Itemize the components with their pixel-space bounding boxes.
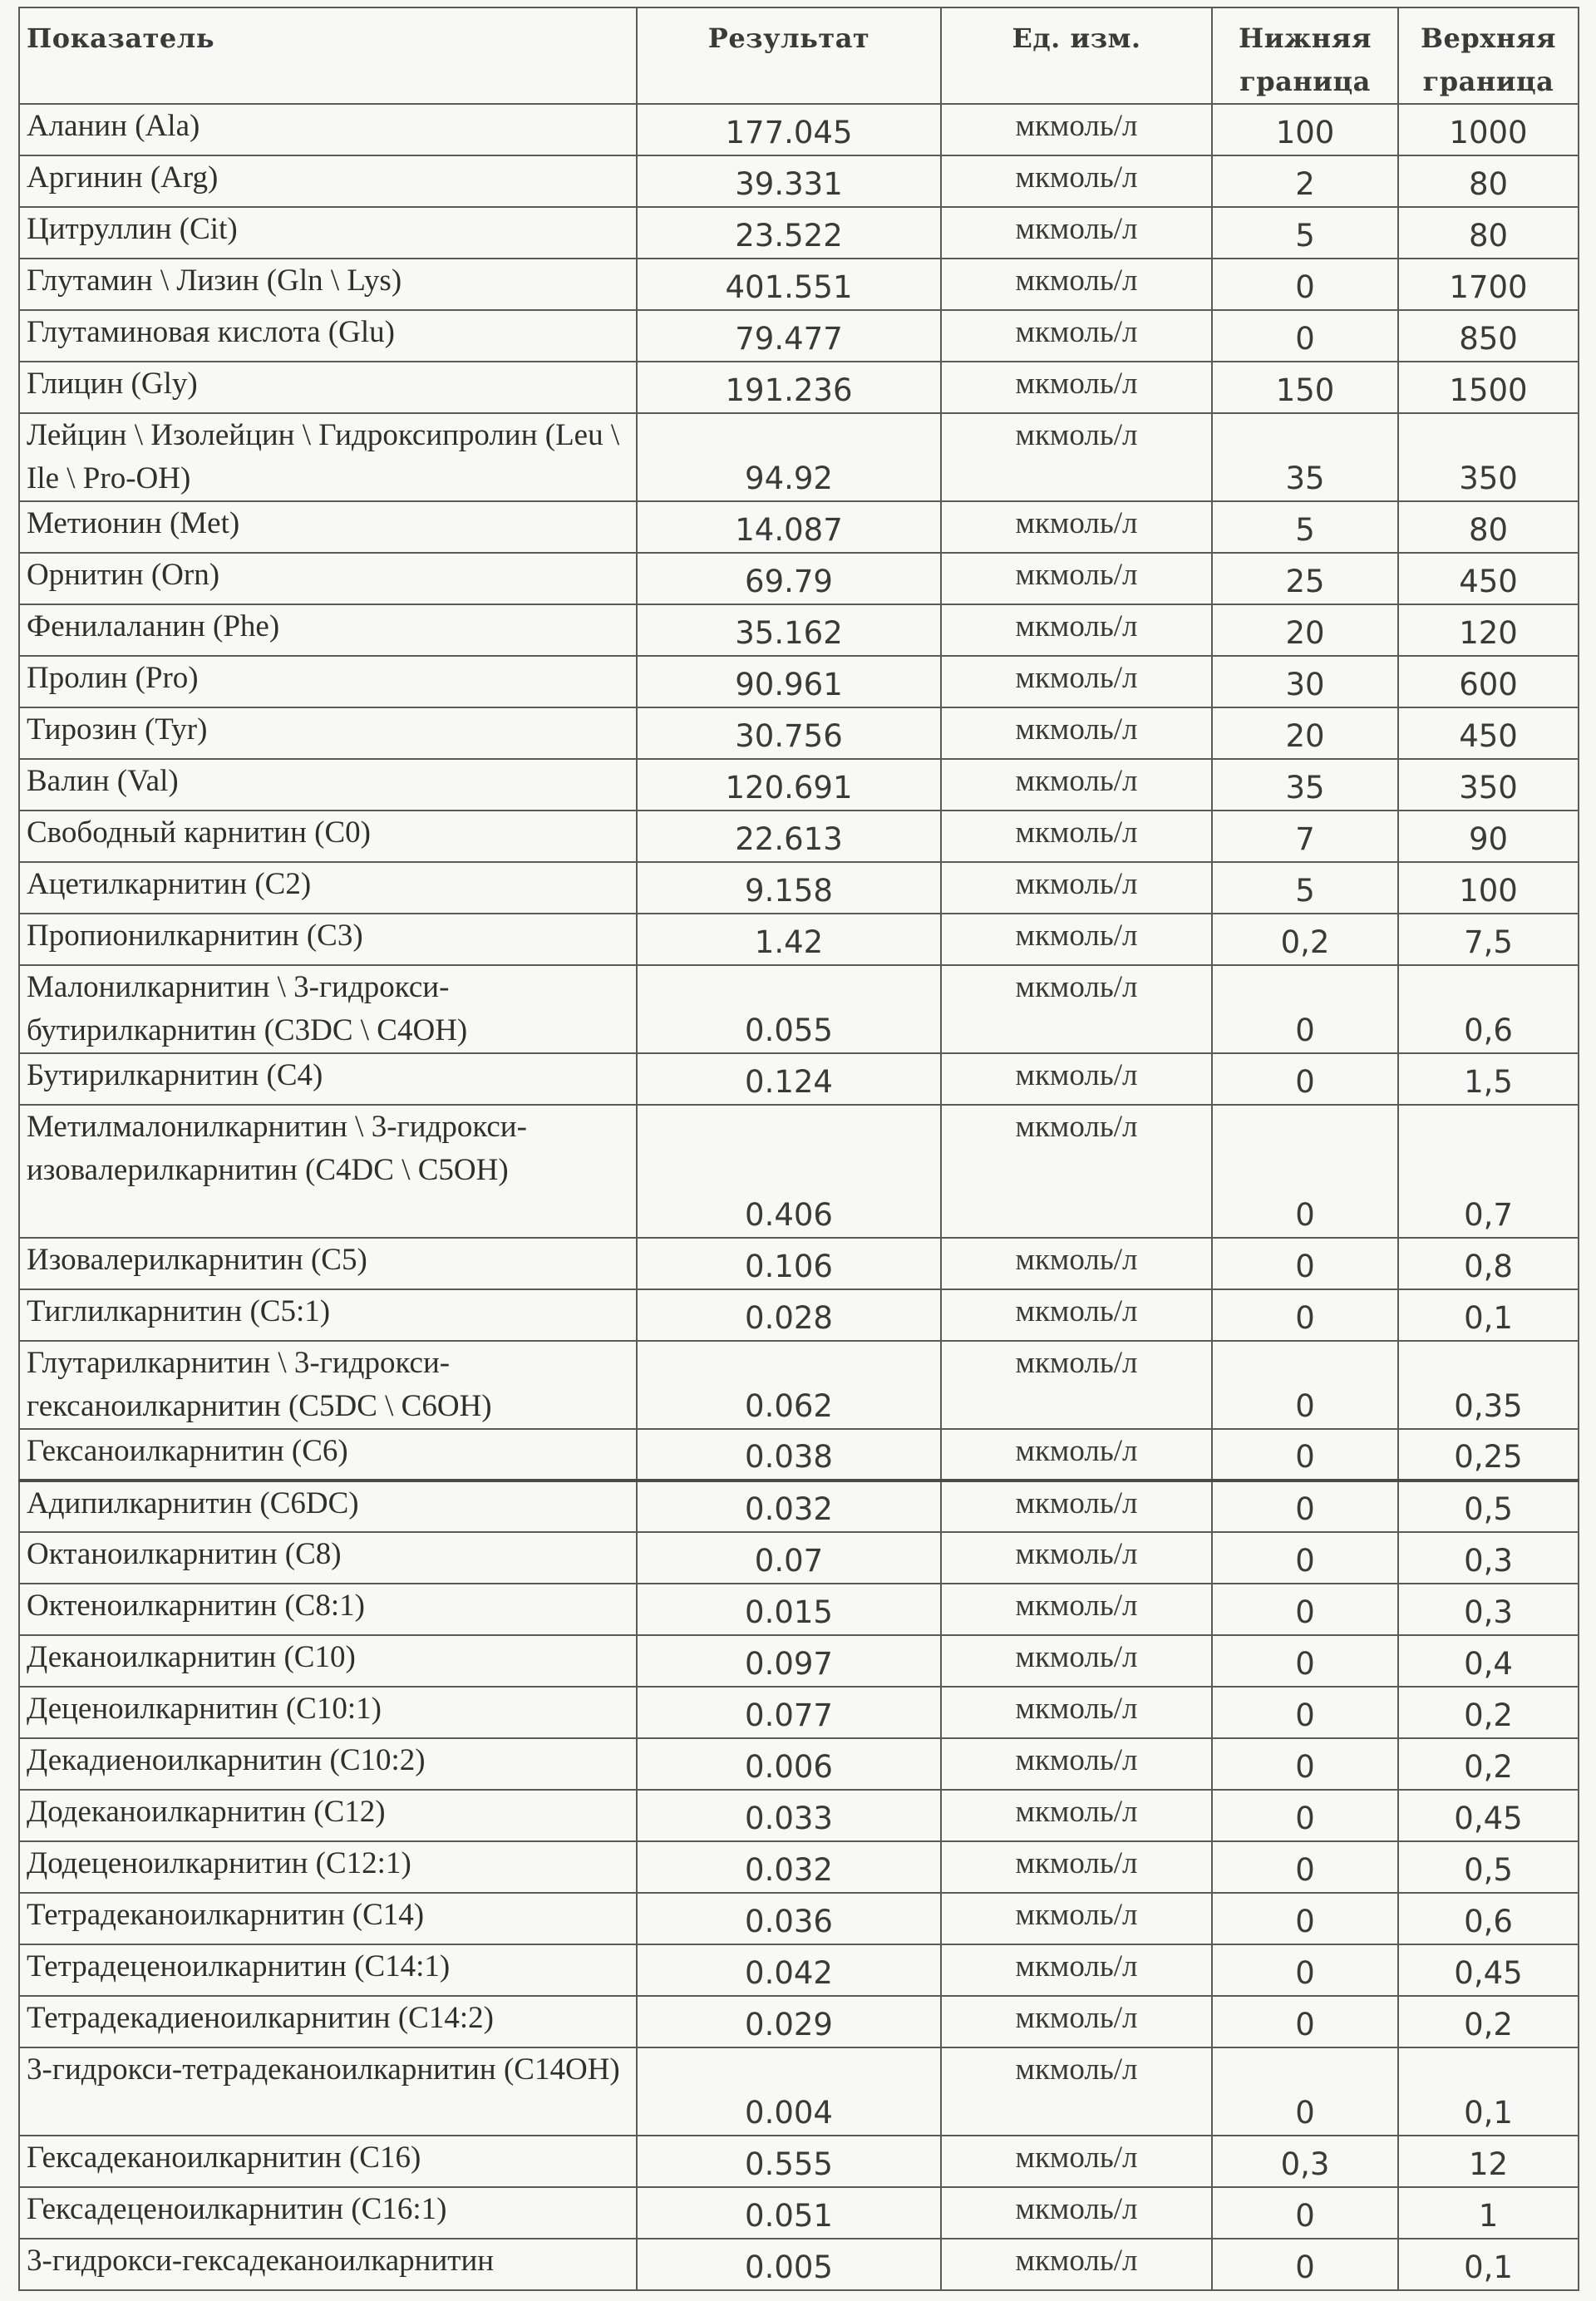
upper-bound-value: 100 <box>1398 862 1579 914</box>
upper-bound-value: 1500 <box>1398 362 1579 413</box>
table-row <box>19 1584 1579 1635</box>
lower-bound-value: 0 <box>1212 1238 1398 1289</box>
lower-bound-value: 5 <box>1212 501 1398 553</box>
upper-bound-value: 1700 <box>1398 259 1579 310</box>
unit-label: мкмоль/л <box>941 413 1212 501</box>
lower-bound-value: 0 <box>1212 1944 1398 1996</box>
result-value: 0.015 <box>637 1584 941 1635</box>
upper-bound-value: 80 <box>1398 207 1579 259</box>
lower-bound-value: 100 <box>1212 104 1398 155</box>
unit-label: мкмоль/л <box>941 207 1212 259</box>
header-lower-line2: граница <box>1239 66 1371 97</box>
header-upper-bound <box>1398 7 1579 104</box>
table-row <box>19 1053 1579 1105</box>
results-table-body <box>19 104 1579 2290</box>
unit-label: мкмоль/л <box>941 914 1212 965</box>
parameter-name: Цитруллин (Cit) <box>19 207 637 259</box>
unit-label: мкмоль/л <box>941 553 1212 604</box>
table-row <box>19 259 1579 310</box>
result-value: 14.087 <box>637 501 941 553</box>
parameter-name: Тетрадеценоилкарнитин (C14:1) <box>19 1944 637 1996</box>
header-parameter: Показатель <box>19 7 637 104</box>
unit-label: мкмоль/л <box>941 1481 1212 1532</box>
result-value: 69.79 <box>637 553 941 604</box>
parameter-name: Пролин (Pro) <box>19 656 637 707</box>
unit-label: мкмоль/л <box>941 2136 1212 2187</box>
unit-label: мкмоль/л <box>941 1738 1212 1790</box>
upper-bound-value: 1 <box>1398 2187 1579 2239</box>
table-row <box>19 1790 1579 1841</box>
unit-label: мкмоль/л <box>941 1341 1212 1429</box>
unit-label: мкмоль/л <box>941 1790 1212 1841</box>
lower-bound-value: 150 <box>1212 362 1398 413</box>
table-row <box>19 1341 1579 1429</box>
result-value: 90.961 <box>637 656 941 707</box>
parameter-name: Тетрадекадиеноилкарнитин (C14:2) <box>19 1996 637 2047</box>
parameter-name: Малонилкарнитин \ 3-гидрокси-бутирилкарнитин (C3DC \ C4OH) <box>19 965 637 1053</box>
table-row <box>19 1429 1579 1481</box>
table-row <box>19 1944 1579 1996</box>
lower-bound-value: 2 <box>1212 155 1398 207</box>
table-row <box>19 2239 1579 2290</box>
result-value: 0.051 <box>637 2187 941 2239</box>
parameter-name: Деканоилкарнитин (C10) <box>19 1635 637 1687</box>
unit-label: мкмоль/л <box>941 1841 1212 1893</box>
unit-label: мкмоль/л <box>941 1996 1212 2047</box>
unit-label: мкмоль/л <box>941 604 1212 656</box>
lower-bound-value: 0 <box>1212 965 1398 1053</box>
parameter-name: Глицин (Gly) <box>19 362 637 413</box>
result-value: 0.032 <box>637 1481 941 1532</box>
upper-bound-value: 0,1 <box>1398 2047 1579 2136</box>
table-row <box>19 1238 1579 1289</box>
result-value: 0.032 <box>637 1841 941 1893</box>
unit-label: мкмоль/л <box>941 1635 1212 1687</box>
upper-bound-value: 0,7 <box>1398 1105 1579 1238</box>
upper-bound-value: 600 <box>1398 656 1579 707</box>
table-row <box>19 1687 1579 1738</box>
parameter-name: Метилмалонилкарнитин \ 3-гидрокси-изовалерилкарнитин (C4DC \ C5OH) <box>19 1105 637 1238</box>
unit-label: мкмоль/л <box>941 310 1212 362</box>
unit-label: мкмоль/л <box>941 965 1212 1053</box>
lower-bound-value: 0 <box>1212 2187 1398 2239</box>
lower-bound-value: 0 <box>1212 1635 1398 1687</box>
parameter-name: Додеценоилкарнитин (C12:1) <box>19 1841 637 1893</box>
table-row <box>19 413 1579 501</box>
table-row <box>19 1738 1579 1790</box>
lower-bound-value: 0 <box>1212 1341 1398 1429</box>
upper-bound-value: 1000 <box>1398 104 1579 155</box>
lower-bound-value: 0 <box>1212 1687 1398 1738</box>
results-table <box>18 7 1579 2291</box>
lower-bound-value: 0 <box>1212 1584 1398 1635</box>
table-row <box>19 604 1579 656</box>
parameter-name: Гексадеценоилкарнитин (C16:1) <box>19 2187 637 2239</box>
upper-bound-value: 0,3 <box>1398 1584 1579 1635</box>
parameter-name: Гексадеканоилкарнитин (C16) <box>19 2136 637 2187</box>
unit-label: мкмоль/л <box>941 707 1212 759</box>
unit-label: мкмоль/л <box>941 501 1212 553</box>
result-value: 0.038 <box>637 1429 941 1481</box>
lower-bound-value: 0 <box>1212 310 1398 362</box>
parameter-name: Тирозин (Tyr) <box>19 707 637 759</box>
upper-bound-value: 350 <box>1398 413 1579 501</box>
lower-bound-value: 20 <box>1212 604 1398 656</box>
parameter-name: Тетрадеканоилкарнитин (C14) <box>19 1893 637 1944</box>
header-upper-line2: граница <box>1422 66 1554 97</box>
result-value: 191.236 <box>637 362 941 413</box>
table-row <box>19 207 1579 259</box>
lab-results-sheet <box>18 7 1578 2288</box>
result-value: 22.613 <box>637 811 941 862</box>
result-value: 0.097 <box>637 1635 941 1687</box>
result-value: 0.006 <box>637 1738 941 1790</box>
table-row <box>19 362 1579 413</box>
result-value: 23.522 <box>637 207 941 259</box>
upper-bound-value: 12 <box>1398 2136 1579 2187</box>
upper-bound-value: 0,35 <box>1398 1341 1579 1429</box>
header-result: Результат <box>637 7 941 104</box>
result-value: 39.331 <box>637 155 941 207</box>
result-value: 401.551 <box>637 259 941 310</box>
upper-bound-value: 350 <box>1398 759 1579 811</box>
parameter-name: Аргинин (Arg) <box>19 155 637 207</box>
parameter-name: Октеноилкарнитин (C8:1) <box>19 1584 637 1635</box>
parameter-name: 3-гидрокси-гексадеканоилкарнитин <box>19 2239 637 2290</box>
upper-bound-value: 0,2 <box>1398 1996 1579 2047</box>
result-value: 0.077 <box>637 1687 941 1738</box>
unit-label: мкмоль/л <box>941 259 1212 310</box>
header-unit: Ед. изм. <box>941 7 1212 104</box>
result-value: 177.045 <box>637 104 941 155</box>
table-row <box>19 656 1579 707</box>
parameter-name: Метионин (Met) <box>19 501 637 553</box>
unit-label: мкмоль/л <box>941 2187 1212 2239</box>
lower-bound-value: 0 <box>1212 2047 1398 2136</box>
table-row <box>19 707 1579 759</box>
table-row <box>19 965 1579 1053</box>
parameter-name: Тиглилкарнитин (C5:1) <box>19 1289 637 1341</box>
unit-label: мкмоль/л <box>941 862 1212 914</box>
unit-label: мкмоль/л <box>941 104 1212 155</box>
table-row <box>19 104 1579 155</box>
parameter-name: Октаноилкарнитин (C8) <box>19 1532 637 1584</box>
result-value: 0.005 <box>637 2239 941 2290</box>
result-value: 94.92 <box>637 413 941 501</box>
result-value: 0.406 <box>637 1105 941 1238</box>
upper-bound-value: 7,5 <box>1398 914 1579 965</box>
table-row <box>19 501 1579 553</box>
unit-label: мкмоль/л <box>941 1687 1212 1738</box>
parameter-name: Деценоилкарнитин (C10:1) <box>19 1687 637 1738</box>
lower-bound-value: 0 <box>1212 1996 1398 2047</box>
upper-bound-value: 450 <box>1398 553 1579 604</box>
lower-bound-value: 0 <box>1212 1481 1398 1532</box>
parameter-name: Фенилаланин (Phe) <box>19 604 637 656</box>
unit-label: мкмоль/л <box>941 1053 1212 1105</box>
table-row <box>19 2047 1579 2136</box>
lower-bound-value: 0 <box>1212 1532 1398 1584</box>
upper-bound-value: 0,3 <box>1398 1532 1579 1584</box>
unit-label: мкмоль/л <box>941 1289 1212 1341</box>
lower-bound-value: 20 <box>1212 707 1398 759</box>
result-value: 0.033 <box>637 1790 941 1841</box>
upper-bound-value: 90 <box>1398 811 1579 862</box>
unit-label: мкмоль/л <box>941 656 1212 707</box>
lower-bound-value: 0,3 <box>1212 2136 1398 2187</box>
result-value: 0.029 <box>637 1996 941 2047</box>
lower-bound-value: 0 <box>1212 1841 1398 1893</box>
upper-bound-value: 0,1 <box>1398 2239 1579 2290</box>
lower-bound-value: 35 <box>1212 759 1398 811</box>
table-row <box>19 1481 1579 1532</box>
table-row <box>19 2136 1579 2187</box>
upper-bound-value: 0,1 <box>1398 1289 1579 1341</box>
table-row <box>19 1289 1579 1341</box>
upper-bound-value: 0,45 <box>1398 1944 1579 1996</box>
unit-label: мкмоль/л <box>941 362 1212 413</box>
upper-bound-value: 0,4 <box>1398 1635 1579 1687</box>
result-value: 0.106 <box>637 1238 941 1289</box>
unit-label: мкмоль/л <box>941 2047 1212 2136</box>
lower-bound-value: 35 <box>1212 413 1398 501</box>
table-row <box>19 1532 1579 1584</box>
result-value: 0.036 <box>637 1893 941 1944</box>
table-row <box>19 862 1579 914</box>
table-row <box>19 155 1579 207</box>
table-row <box>19 1105 1579 1238</box>
upper-bound-value: 120 <box>1398 604 1579 656</box>
upper-bound-value: 80 <box>1398 501 1579 553</box>
lower-bound-value: 0 <box>1212 1893 1398 1944</box>
table-row <box>19 2187 1579 2239</box>
unit-label: мкмоль/л <box>941 811 1212 862</box>
lower-bound-value: 0 <box>1212 259 1398 310</box>
parameter-name: Глутарилкарнитин \ 3-гидрокси-гексаноилкарнитин (C5DC \ C6OH) <box>19 1341 637 1429</box>
lower-bound-value: 0 <box>1212 1289 1398 1341</box>
parameter-name: Глутаминовая кислота (Glu) <box>19 310 637 362</box>
lower-bound-value: 0 <box>1212 1429 1398 1481</box>
result-value: 79.477 <box>637 310 941 362</box>
parameter-name: 3-гидрокси-тетрадеканоилкарнитин (C14OH) <box>19 2047 637 2136</box>
unit-label: мкмоль/л <box>941 1105 1212 1238</box>
unit-label: мкмоль/л <box>941 1893 1212 1944</box>
unit-label: мкмоль/л <box>941 1944 1212 1996</box>
lower-bound-value: 0,2 <box>1212 914 1398 965</box>
result-value: 30.756 <box>637 707 941 759</box>
parameter-name: Декадиеноилкарнитин (C10:2) <box>19 1738 637 1790</box>
upper-bound-value: 0,25 <box>1398 1429 1579 1481</box>
lower-bound-value: 30 <box>1212 656 1398 707</box>
parameter-name: Гексаноилкарнитин (C6) <box>19 1429 637 1481</box>
parameter-name: Орнитин (Orn) <box>19 553 637 604</box>
result-value: 35.162 <box>637 604 941 656</box>
table-header-row <box>19 7 1579 104</box>
upper-bound-value: 450 <box>1398 707 1579 759</box>
upper-bound-value: 1,5 <box>1398 1053 1579 1105</box>
parameter-name: Ацетилкарнитин (C2) <box>19 862 637 914</box>
unit-label: мкмоль/л <box>941 155 1212 207</box>
upper-bound-value: 0,45 <box>1398 1790 1579 1841</box>
result-value: 1.42 <box>637 914 941 965</box>
result-value: 0.055 <box>637 965 941 1053</box>
header-upper-line1: Верхняя <box>1420 22 1557 54</box>
lower-bound-value: 5 <box>1212 862 1398 914</box>
table-row <box>19 553 1579 604</box>
lower-bound-value: 0 <box>1212 1053 1398 1105</box>
result-value: 0.07 <box>637 1532 941 1584</box>
parameter-name: Валин (Val) <box>19 759 637 811</box>
table-row <box>19 759 1579 811</box>
table-row <box>19 310 1579 362</box>
table-row <box>19 1841 1579 1893</box>
parameter-name: Додеканоилкарнитин (C12) <box>19 1790 637 1841</box>
upper-bound-value: 0,5 <box>1398 1841 1579 1893</box>
upper-bound-value: 850 <box>1398 310 1579 362</box>
result-value: 0.555 <box>637 2136 941 2187</box>
unit-label: мкмоль/л <box>941 1429 1212 1481</box>
header-lower-bound <box>1212 7 1398 104</box>
upper-bound-value: 80 <box>1398 155 1579 207</box>
result-value: 0.124 <box>637 1053 941 1105</box>
parameter-name: Изовалерилкарнитин (C5) <box>19 1238 637 1289</box>
unit-label: мкмоль/л <box>941 759 1212 811</box>
lower-bound-value: 0 <box>1212 1738 1398 1790</box>
lower-bound-value: 0 <box>1212 1105 1398 1238</box>
parameter-name: Аланин (Ala) <box>19 104 637 155</box>
parameter-name: Глутамин \ Лизин (Gln \ Lys) <box>19 259 637 310</box>
upper-bound-value: 0,2 <box>1398 1738 1579 1790</box>
result-value: 9.158 <box>637 862 941 914</box>
parameter-name: Свободный карнитин (C0) <box>19 811 637 862</box>
table-row <box>19 1635 1579 1687</box>
result-value: 0.042 <box>637 1944 941 1996</box>
parameter-name: Пропионилкарнитин (C3) <box>19 914 637 965</box>
upper-bound-value: 0,5 <box>1398 1481 1579 1532</box>
unit-label: мкмоль/л <box>941 1238 1212 1289</box>
lower-bound-value: 25 <box>1212 553 1398 604</box>
lower-bound-value: 0 <box>1212 1790 1398 1841</box>
unit-label: мкмоль/л <box>941 1532 1212 1584</box>
result-value: 0.004 <box>637 2047 941 2136</box>
table-row <box>19 811 1579 862</box>
upper-bound-value: 0,6 <box>1398 1893 1579 1944</box>
parameter-name: Адипилкарнитин (C6DC) <box>19 1481 637 1532</box>
header-lower-line1: Нижняя <box>1239 22 1372 54</box>
lower-bound-value: 0 <box>1212 2239 1398 2290</box>
result-value: 0.062 <box>637 1341 941 1429</box>
lower-bound-value: 5 <box>1212 207 1398 259</box>
table-row <box>19 1996 1579 2047</box>
result-value: 0.028 <box>637 1289 941 1341</box>
lower-bound-value: 7 <box>1212 811 1398 862</box>
unit-label: мкмоль/л <box>941 1584 1212 1635</box>
upper-bound-value: 0,8 <box>1398 1238 1579 1289</box>
unit-label: мкмоль/л <box>941 2239 1212 2290</box>
table-row <box>19 914 1579 965</box>
table-row <box>19 1893 1579 1944</box>
upper-bound-value: 0,6 <box>1398 965 1579 1053</box>
parameter-name: Лейцин \ Изолейцин \ Гидроксипролин (Leu \ Ile \ Pro-OH) <box>19 413 637 501</box>
parameter-name: Бутирилкарнитин (C4) <box>19 1053 637 1105</box>
upper-bound-value: 0,2 <box>1398 1687 1579 1738</box>
result-value: 120.691 <box>637 759 941 811</box>
